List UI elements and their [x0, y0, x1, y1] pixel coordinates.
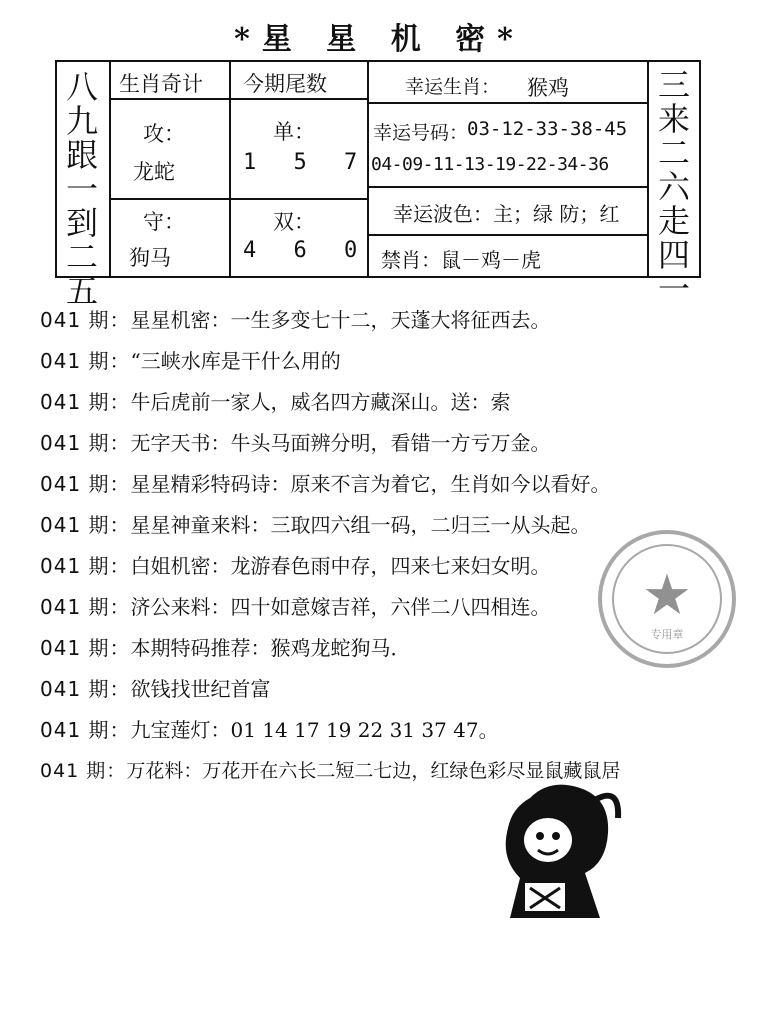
period-label: 041 期：: [40, 431, 131, 455]
period-label: 041 期：: [40, 677, 131, 701]
list-item: [40, 710, 755, 751]
forbidden-zodiac: 禁肖：鼠－鸡－虎: [381, 248, 541, 272]
period-label: 041 期：: [40, 636, 131, 660]
period-label: 041 期：: [40, 760, 127, 782]
lucky-numbers-row-1: 03-12-33-38-45: [467, 118, 628, 140]
line-text: 济公来料：四十如意嫁吉祥，六伴二八四相连。: [130, 595, 551, 619]
line-text: 本期特码推荐：猴鸡龙蛇狗马．: [130, 636, 411, 660]
period-label: 041 期：: [40, 472, 131, 496]
gong-value: 龙蛇: [133, 160, 175, 184]
stamp-label: 专用章: [650, 628, 684, 641]
shou-label: 守：: [143, 210, 185, 234]
shengxiao-header: 生肖奇计: [119, 72, 203, 96]
list-item: [40, 382, 755, 423]
list-item: [40, 464, 755, 505]
shou-value: 狗马: [129, 246, 171, 270]
list-item: [40, 669, 755, 710]
lucky-zodiac-value: 猴鸡: [527, 76, 569, 100]
info-table: [55, 60, 701, 310]
period-label: 041 期：: [40, 513, 131, 537]
monkey-illustration: [490, 778, 630, 923]
period-label: 041 期：: [40, 390, 131, 414]
list-item: [40, 341, 755, 382]
line-text: 欲钱找世纪首富: [130, 677, 271, 701]
lucky-number-label: 幸运号码：: [373, 122, 469, 144]
official-stamp: [598, 530, 736, 668]
dan-label: 单：: [273, 120, 315, 144]
period-label: 041 期：: [40, 308, 131, 332]
line-text: 万花料：万花开在六长二短二七边，红绿色彩尽显鼠藏鼠居: [126, 760, 621, 782]
right-vertical-text: 三来二六走四一: [657, 66, 690, 308]
line-text: 星星神童来料：三取四六组一码，二归三一从头起。: [130, 513, 591, 537]
lucky-zodiac-label: 幸运生肖：: [405, 76, 501, 98]
line-text: 无字天书：牛头马面辨分明，看错一方亏万金。: [130, 431, 551, 455]
list-item: [40, 751, 755, 792]
period-label: 041 期：: [40, 595, 131, 619]
period-label: 041 期：: [40, 349, 131, 373]
star-icon: ★: [641, 563, 693, 628]
line-text: 白姐机密：龙游春色雨中存，四来七来妇女明。: [130, 554, 551, 578]
shuang-value: 4 6 0: [243, 238, 370, 263]
left-vertical-text: 八九跟一到二五: [65, 68, 98, 310]
line-text: 牛后虎前一家人，威名四方藏深山。送：索: [130, 390, 511, 414]
lucky-wave-color: 幸运波色：主；绿 防；红: [393, 202, 620, 226]
lucky-numbers-row-2: 04-09-11-13-19-22-34-36: [371, 154, 609, 175]
period-label: 041 期：: [40, 554, 131, 578]
page-title: *星 星 机 密*: [234, 22, 525, 57]
shuang-label: 双：: [273, 210, 315, 234]
period-label: 041 期：: [40, 718, 131, 742]
line-text: “三峡水库是干什么用的: [130, 349, 341, 373]
list-item: [40, 423, 755, 464]
dan-value: 1 5 7: [243, 150, 370, 175]
line-text: 九宝莲灯：01 14 17 19 22 31 37 47。: [130, 718, 499, 742]
line-text: 星星精彩特码诗：原来不言为着它，生肖如今以看好。: [130, 472, 611, 496]
line-text: 星星机密：一生多变七十二，天蓬大将征西去。: [130, 308, 551, 332]
gong-label: 攻：: [143, 122, 185, 146]
weishu-header: 今期尾数: [243, 72, 327, 96]
list-item: [40, 300, 755, 341]
